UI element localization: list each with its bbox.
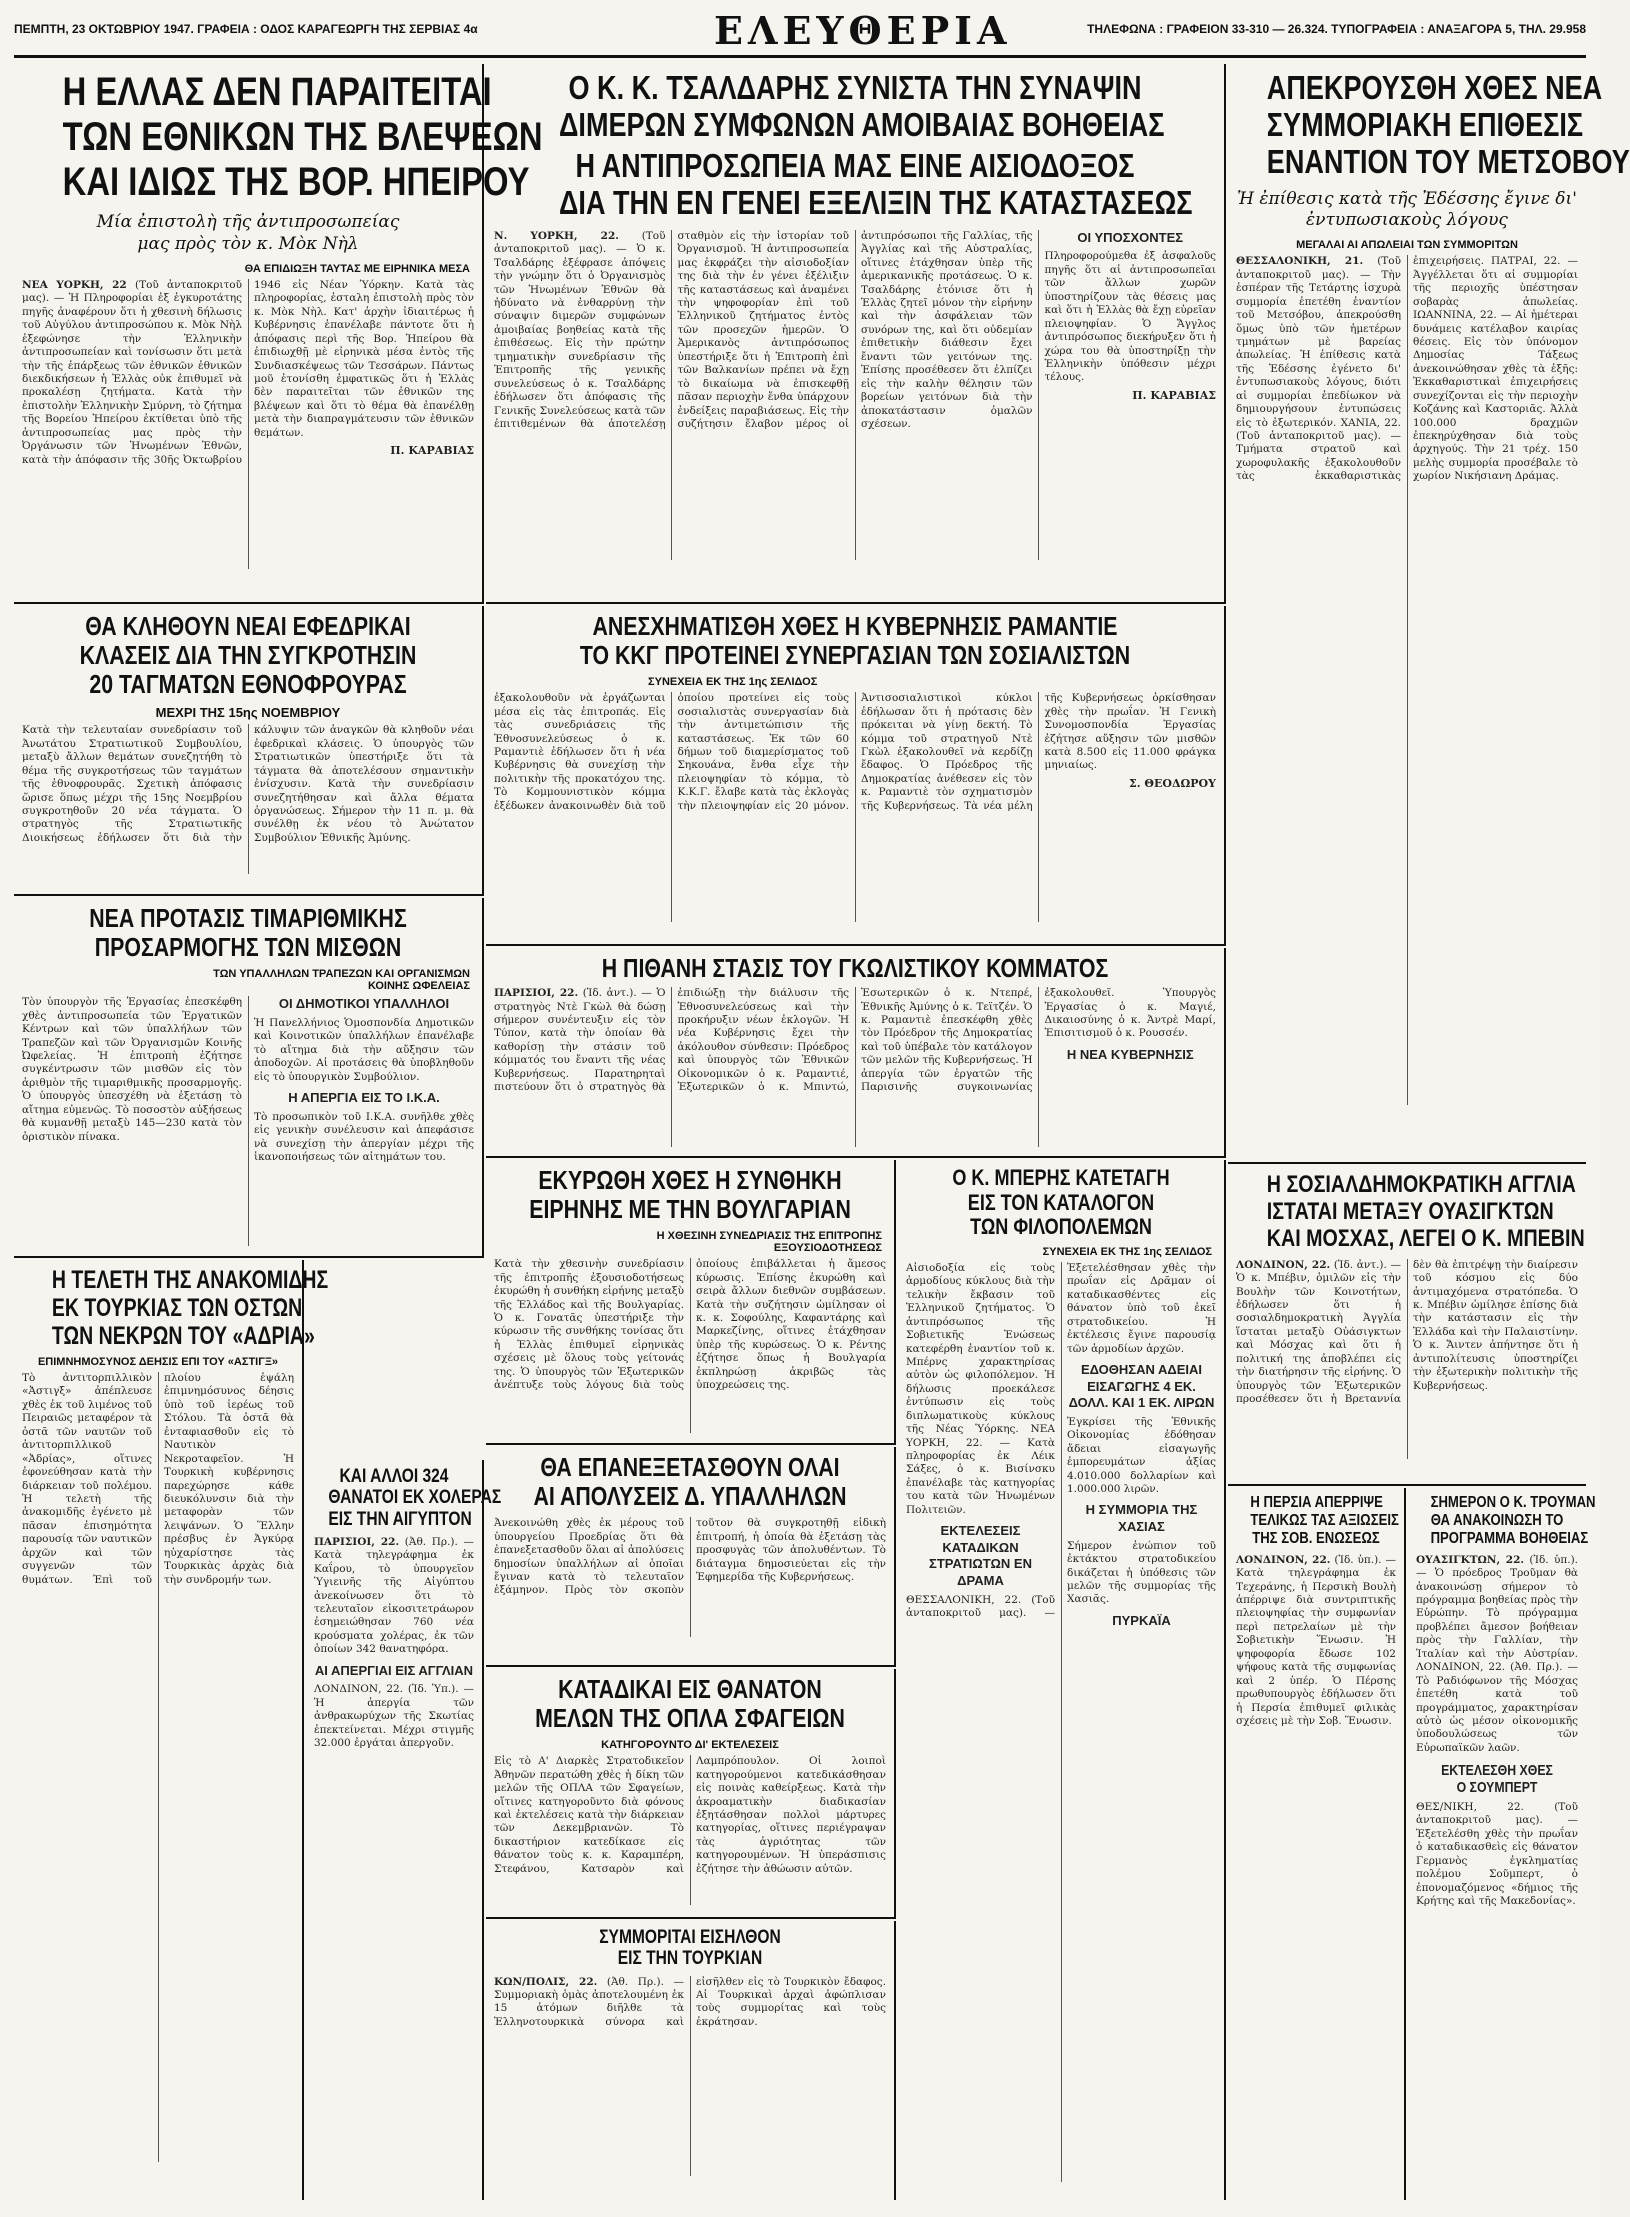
article-body: Κατὰ τὴν χθεσινὴν συνεδρίασιν τῆς ἐπιτροπῆς ἐξουσιοδοτήσεως ἐκυρώθη ἡ συνθήκη εἰρήνης μεταξὺ τῆς Ἑλλάδος καὶ τῆς Βουλγαρίας. Ὁ κ. Γονατᾶς ὑπεστήριξε τὴν κύρωσιν τῆς συνθήκης τονίσας ὅτι ἡ Ἑλλὰς ἐπιθυμεῖ εἰρηνικὰς σχέσεις μὲ ὅλους τοὺς γείτονάς της. Ὁ ὑπουργὸς τῶν Ἐξωτερικῶν ἀνέπτυξε τοὺς λόγους διὰ τοὺς ὁποίους ἐπιβάλλεται ἡ ἄμεσος κύρωσις. Ἐπίσης ἐκυρώθη καὶ σειρὰ ἄλλων διεθνῶν συμβάσεων. Κατὰ τὴν συζήτησιν ὡμίλησαν οἱ κ. κ. Σοφούλης, Καφαντάρης καὶ Μαρκεζίνης, οἵτινες ἐτάχθησαν ὑπὲρ τῆς κυρώσεως. Ὁ κ. Ρέντης ἐζήτησε ὅπως ἡ Βουλγαρία ἐκπληρώσῃ ἀκριβῶς τὰς ὑποχρεώσεις της. [494,1258,886,1392]
article-dateline: ΚΩΝ/ΠΟΛΙΣ, 22. [494,1975,598,1988]
article-cholera-egypt [306,1460,502,2200]
article-body: ΝΕΑ ΥΟΡΚΗ, 22 (Τοῦ ἀνταποκριτοῦ μας). — Ἡ Πληροφορίαι ἐξ ἐγκυροτάτης πηγῆς ἀναφέρουν ὅτι ἡ χθεσινὴ δήλωσις τοῦ Αὐγύλου ἀντιπροσώπου κ. Μὸκ Νὴλ ἐξεφώνησε τὴν Ἑλληνικὴν ἀντιπροσωπείαν καὶ τονίσωσιν ὅτι μετὰ τὴν τῆς ἐπάρξεως τῶν ἐθνικῶν ἐθνικῶν διεκδικήσεων ἡ Ἑλλὰς οὐκ ἐπιθυμεῖ νὰ προκαλέσῃ ζητήματα. Κατὰ τὴν ἐπιστολὴν Ἑλληνικὴν Σμύρνη, τὸ ζήτημα τῆς Βορείου Ἠπείρου ἐκτίθεται ὑπὸ τῆς ἀντιπροσωπείας μας πρὸς τὴν Ὀργάνωσιν τῶν Ἡνωμένων Ἐθνῶν, κατὰ τὴν ἀπόφασιν τῆς 30ῆς Ὀκτωβρίου 1946 εἰς Νέαν Ὑόρκην. Κατὰ τὰς πληροφορίας, ἐσταλη ἐπιστολὴ πρὸς τὸν κ. Μὸκ Νὴλ. Κατ' ἀρχὴν ἰδιαιτέρως ἡ Κυβέρνησις ἐπανέλαβε πάντοτε ὅτι ἡ ἀπόφασις περὶ τῆς Βορ. Ἠπείρου θὰ ἐπιδιωχθῇ μὲ εἰρηνικὰ μέσα ἐντὸς τῆς Συνδιασκέψεως τῶν Τεσσάρων. Πάντως μοῦ ἐτονίσθη ἐμφατικῶς ὅτι ἡ Ἑλλὰς δὲν παραιτεῖται τῶν ἐθνικῶν της βλέψεων καὶ ὅτι τὸ θέμα θὰ ἐπανέλθῃ μετὰ τὴν διαπραγμάτευσιν τῶν ἐθνικῶν θεμάτων. Π. ΚΑΡΑΒΙΑΣ [22,278,474,466]
masthead-date-address: ΠΕΜΠΤΗ, 23 ΟΚΤΩΒΡΙΟΥ 1947. ΓΡΑΦΕΙΑ : ΟΔΟΣ ΚΑΡΑΓΕΩΡΓΗ ΤΗΣ ΣΕΡΒΙΑΣ 4α [14,22,478,36]
section-label: ΟΙ ΔΗΜΟΤΙΚΟΙ ΥΠΑΛΛΗΛΟΙ [278,996,450,1012]
article-headline: Ο Κ. Κ. ΤΣΑΛΔΑΡΗΣ ΣΥΝΙΣΤΑ ΤΗΝ ΣΥΝΑΨΙΝ ΔΙΜΕΡΩΝ ΣΥΜΦΩΝΩΝ ΑΜΟΙΒΑΙΑΣ ΒΟΗΘΕΙΑΣ [558,69,1165,143]
article-kicker: Η ΧΘΕΣΙΝΗ ΣΥΝΕΔΡΙΑΣΙΣ ΤΗΣ ΕΠΙΤΡΟΠΗΣ ΕΞΟΥΣΙΟΔΟΤΗΣΕΩΣ [656,1230,882,1255]
section-headline: ΕΚΤΕΛΕΣΘΗ ΧΘΕΣ Ο ΣΟΥΜΠΕΡΤ [1441,1762,1553,1797]
article-body: Τὸν ὑπουργὸν τῆς Ἐργασίας ἐπεσκέφθη χθὲς ἀντιπροσωπεία τῶν Ἐργατικῶν Κέντρων καὶ τῶν ὑπαλλήλων τῶν Τραπεζῶν καὶ τῶν Ὀργανισμῶν Κοινῆς Ὠφελείας. Ἡ ἐπιτροπὴ ἐζήτησε συγκέντρωσιν τῶν μισθῶν εἰς τὸν ἀριθμὸν τῆς τιμαριθμικῆς προσαρμογῆς. Ὁ ὑπουργὸς ὑπεσχέθη νὰ ἐξετάσῃ τὸ αἴτημα εὐμενῶς. Τὸ ποσοστὸν αὐξήσεως θὰ κυμανθῇ μεταξὺ 145—230 κατὰ τὸν ὁριστικὸν πίνακα. ΟΙ ΔΗΜΟΤΙΚΟΙ ΥΠΑΛΛΗΛΟΙ Ἡ Πανελλήνιος Ὁμοσπονδία Δημοτικῶν καὶ Κοινοτικῶν ὑπαλλήλων ἐπανέλαβε τὸ αἴτημα διὰ τὴν αὔξησιν τῶν ἀποδοχῶν. Αἱ προτάσεις θὰ ὑποβληθοῦν εἰς τὸ ὑπουργικὸν Συμβούλιον. Η ΑΠΕΡΓΙΑ ΕΙΣ ΤΟ Ι.Κ.Α. Τὸ προσωπικὸν τοῦ Ι.Κ.Α. συνῆλθε χθὲς εἰς γενικὴν συνέλευσιν καὶ ἀπεφάσισε νὰ συνεχίσῃ τὴν ἀπεργίαν μέχρι τῆς ἱκανοποιήσεως τῶν αἰτημάτων του. [22,996,474,1163]
article-tsaldaris [486,64,1226,604]
article-kicker: ΣΥΝΕΧΕΙΑ ΕΚ ΤΗΣ 1ης ΣΕΛΙΔΟΣ [648,676,818,689]
article-headline: Η ΤΕΛΕΤΗ ΤΗΣ ΑΝΑΚΟΜΙΔΗΣ ΕΚ ΤΟΥΡΚΙΑΣ ΤΩΝ ΟΣΤΩΝ ΤΩΝ ΝΕΚΡΩΝ ΤΟΥ «ΑΔΡΙΑ» [51,1266,329,1350]
article-headline: Η ΠΙΘΑΝΗ ΣΤΑΣΙΣ ΤΟΥ ΓΚΩΛΙΣΤΙΚΟΥ ΚΟΜΜΑΤΟΣ [601,953,1109,983]
article-bandits-turkey [486,1921,896,2200]
article-body: ΚΩΝ/ΠΟΛΙΣ, 22. (Ἀθ. Πρ.). — Συμμοριακὴ ὁμὰς ἀποτελουμένη ἐκ 15 ἀτόμων διῆλθε τὰ Ἑλληνοτουρκικὰ σύνορα καὶ εἰσῆλθεν εἰς τὸ Τουρκικὸν ἔδαφος. Αἱ Τουρκικαὶ ἀρχαὶ ἀφώπλισαν τοὺς συμμορίτας καὶ τοὺς ἐκράτησαν. [494,1975,886,2028]
article-dateline: ΝΕΑ ΥΟΡΚΗ, 22 [22,278,127,291]
article-body: ΟΥΑΣΙΓΚΤΩΝ, 22. (Ἰδ. ὑπ.). — Ὁ πρόεδρος Τροῦμαν θὰ ἀνακοινώσῃ σήμερον τὸ πρόγραμμα βοηθείας πρὸς τὴν Εὐρώπην. Τὸ πρόγραμμα προβλέπει ἄμεσον βοήθειαν πρὸς τὴν Γαλλίαν, τὴν Ἰταλίαν καὶ τὴν Αὐστρίαν. ΛΟΝΔΙΝΟΝ, 22. (Ἀθ. Πρ.). — Τὸ Ραδιόφωνον τῆς Μόσχας ἐπετέθη κατὰ τοῦ προγράμματος, χαρακτηρίσαν αὐτὸ ὡς μέσον οἰκονομικῆς ὑποδουλώσεως τῶν Εὐρωπαϊκῶν λαῶν. ΕΚΤΕΛΕΣΘΗ ΧΘΕΣ Ο ΣΟΥΜΠΕΡΤ ΘΕΣ/ΝΙΚΗ, 22. (Τοῦ ἀνταποκριτοῦ μας). — Ἐξετελέσθη χθὲς τὴν πρωΐαν ὁ καταδικασθεὶς εἰς θάνατον Γερμανὸς ἐγκληματίας πολέμου Σοῦμπερτ, ὁ ἐπονομαζόμενος «δήμιος τῆς Κρήτης καὶ τῆς Μακεδονίας». [1416,1553,1579,1907]
article-headline: ΝΕΑ ΠΡΟΤΑΣΙΣ ΤΙΜΑΡΙΘΜΙΚΗΣ ΠΡΟΣΑΡΜΟΓΗΣ ΤΩΝ ΜΙΣΘΩΝ [89,903,407,963]
masthead [14,8,1586,58]
article-headline: ΘΑ ΚΛΗΘΟΥΝ ΝΕΑΙ ΕΦΕΔΡΙΚΑΙ ΚΛΑΣΕΙΣ ΔΙΑ ΤΗΝ ΣΥΓΚΡΟΤΗΣΙΝ 20 ΤΑΓΜΑΤΩΝ ΕΘΝΟΦΡΟΥΡΑΣ [79,611,417,700]
article-kicker: ΜΕΓΑΛΑΙ ΑΙ ΑΠΩΛΕΙΑΙ ΤΩΝ ΣΥΜΜΟΡΙΤΩΝ [1296,239,1518,252]
article-headline: Η ΣΟΣΙΑΛΔΗΜΟΚΡΑΤΙΚΗ ΑΓΓΛΙΑ ΙΣΤΑΤΑΙ ΜΕΤΑΞΥ ΟΥΑΣΙΓΚΤΩΝ ΚΑΙ ΜΟΣΧΑΣ, ΛΕΓΕΙ Ο Κ. ΜΠΕΒΙΝ [1266,1171,1585,1252]
article-headline: ΚΑΤΑΔΙΚΑΙ ΕΙΣ ΘΑΝΑΤΟΝ ΜΕΛΩΝ ΤΗΣ ΟΠΛΑ ΣΦΑΓΕΙΩΝ [535,1674,845,1734]
article-dateline: ΛΟΝΔΙΝΟΝ, 22. [1236,1553,1331,1566]
article-subhead: Μία ἐπιστολὴ τῆς ἀντιπροσωπείας μας πρὸς τὸν κ. Μὸκ Νὴλ [96,212,400,254]
article-dateline: ΛΟΝΔΙΝΟΝ, 22. [1236,1258,1331,1271]
article-signature: Π. ΚΑΡΑΒΙΑΣ [1132,388,1216,402]
article-ramadier-government [486,606,1226,946]
article-bevin-statement [1228,1166,1586,1486]
masthead-phones: ΤΗΛΕΦΩΝΑ : ΓΡΑΦΕΙΟΝ 33-310 — 26.324. ΤΥΠΟΓΡΑΦΕΙΑ : ΑΝΑΞΑΓΟΡΑ 5, ΤΗΛ. 29.958 [1087,22,1586,36]
article-headline: ΑΠΕΚΡΟΥΣΘΗ ΧΘΕΣ ΝΕΑ ΣΥΜΜΟΡΙΑΚΗ ΕΠΙΘΕΣΙΣ ΕΝΑΝΤΙΟΝ ΤΟΥ ΜΕΤΣΟΒΟΥ [1266,69,1630,180]
article-kicker: ΕΠΙΜΝΗΜΟΣΥΝΟΣ ΔΕΗΣΙΣ ΕΠΙ ΤΟΥ «ΑΣΤΙΓΞ» [37,1356,279,1368]
article-dateline: ΠΑΡΙΣΙΟΙ, 22. [314,1535,400,1548]
article-adrias-remains [14,1260,329,2200]
section-label: Η ΝΕΑ ΚΥΒΕΡΝΗΣΙΣ [1066,1046,1194,1062]
article-body: Τὸ ἀντιτορπιλλικὸν «Ἀστιγξ» ἀπέπλευσε χθὲς ἐκ τοῦ λιμένος τοῦ Πειραιῶς μεταφέρον τὰ ὀστᾶ τῶν ναυτῶν τοῦ ἀντιτορπιλλικοῦ «Ἀδρίας», οἵτινες ἐφονεύθησαν κατὰ τὴν διάρκειαν τοῦ πολέμου. Ἡ τελετὴ τῆς ἀνακομιδῆς ἐγένετο μὲ πᾶσαν ἐπισημότητα παρουσίᾳ τῶν ναυτικῶν ἀρχῶν καὶ τῶν συγγενῶν τῶν θυμάτων. Ἐπὶ τοῦ πλοίου ἐψάλη ἐπιμνημόσυνος δέησις ὑπὸ τοῦ ἱερέως τοῦ Στόλου. Τὰ ὀστᾶ θὰ ἐνταφιασθοῦν εἰς τὸ Ναυτικὸν Νεκροταφεῖον. Ἡ Τουρκικὴ κυβέρνησις παρεχώρησε κάθε διευκόλυνσιν διὰ τὴν μεταφορὰν τῶν λειψάνων. Ὁ Ἕλλην πρέσβυς ἐν Ἀγκύρᾳ ηὐχαρίστησε τὰς Τουρκικὰς ἀρχὰς διὰ τὴν συνδρομήν των. [22,1372,294,1586]
article-body: ΘΕΣΣΑΛΟΝΙΚΗ, 21. (Τοῦ ἀνταποκριτοῦ μας). — Τὴν ἑσπέραν τῆς Τετάρτης ἰσχυρὰ συμμορία ἐπετέθη ἐναντίον τοῦ Μετσόβου, ἀπεκρούσθη ὅμως ὑπὸ τῶν ἡμετέρων τμημάτων μὲ βαρείας ἀπωλείας. Ἡ ἐπίθεσις κατὰ τῆς Ἐδέσσης ἐγένετο δι' ἐντυπωσιακοὺς λόγους, διότι αἱ συμμορίαι ἐπεδίωκον νὰ δημιουργήσουν ἐντυπώσεις εἰς τὸ ἐξωτερικόν. ΧΑΝΙΑ, 22. (Τοῦ ἀνταποκριτοῦ μας). — Τμήματα στρατοῦ καὶ χωροφυλακῆς ἐξακολουθοῦν τὰς ἐκκαθαριστικὰς ἐπιχειρήσεις. ΠΑΤΡΑΙ, 22. — Ἀγγέλλεται ὅτι αἱ συμμορίαι τῆς περιοχῆς ὑπέστησαν σοβαρὰς ἀπωλείας. ΙΩΑΝΝΙΝΑ, 22. — Αἱ ἡμέτεραι δυνάμεις κατέλαβον καιρίας θέσεις. Εἰς τὸν ὑπόνομον Δημοσίας Τάξεως ἀνεκοινώθησαν χθὲς τὰ ἑξῆς: Ἐκκαθαριστικαὶ ἐπιχειρήσεις συνεχίζονται εἰς τὴν περιοχὴν Κοζάνης καὶ Καστοριᾶς. Ἀλλὰ 100.000 δραχμῶν ἐπεκηρύχθησαν διὰ τοὺς ἀρχηγούς. Τὴν 21 τρέχ. 150 μελὴς συμμορία προσέβαλε τὸ χωρίον Νικήσιανη Δράμας. [1236,255,1578,483]
section-label: ΕΔΟΘΗΣΑΝ ΑΔΕΙΑΙ ΕΙΣΑΓΩΓΗΣ 4 ΕΚ. ΔΟΛΛ. ΚΑΙ 1 ΕΚ. ΛΙΡΩΝ [1068,1361,1215,1411]
section-label: ΟΙ ΥΠΟΣΧΟΝΤΕΣ [1077,229,1184,245]
article-headline: ΣΗΜΕΡΟΝ Ο Κ. ΤΡΟΥΜΑΝ ΘΑ ΑΝΑΚΟΙΝΩΣΗ ΤΟ ΠΡΟΓΡΑΜΜΑ ΒΟΗΘΕΙΑΣ [1430,1494,1596,1547]
article-kicker: ΣΥΝΕΧΕΙΑ ΕΚ ΤΗΣ 1ης ΣΕΛΙΔΟΣ [1042,1245,1212,1258]
article-body: Ἀνεκοινώθη χθὲς ἐκ μέρους τοῦ ὑπουργείου Προεδρίας ὅτι θὰ ἐπανεξετασθοῦν ὅλαι αἱ ἀπολύσεις δημοσίων ὑπαλλήλων αἱ ὁποῖαι ἔγιναν κατὰ τὸ τελευταῖον ἑξάμηνον. Πρὸς τὸν σκοπὸν τοῦτον θὰ συγκροτηθῇ εἰδικὴ ἐπιτροπή, ἡ ὁποία θὰ ἐξετάσῃ τὰς προσφυγὰς τῶν ἀπολυθέντων. Τὸ διάταγμα δημοσιεύεται εἰς τὴν Ἐφημερίδα τῆς Κυβερνήσεως. [494,1517,886,1597]
article-headline: ΣΥΜΜΟΡΙΤΑΙ ΕΙΣΗΛΘΟΝ ΕΙΣ ΤΗΝ ΤΟΥΡΚΙΑΝ [599,1927,781,1970]
article-body: Ν. ΥΟΡΚΗ, 22. (Τοῦ ἀνταποκριτοῦ μας). — Ὁ κ. Τσαλδάρης ἐξέφρασε ἀπόψεις τὴν γνώμην ὅτι ὁ Ὀργανισμὸς τῶν Ἡνωμένων Ἐθνῶν θὰ ἠδύνατο νὰ ἐνθαρρύνῃ τὴν σύναψιν διμερῶν συμφώνων ἀμοιβαίας βοηθείας κατὰ τῆς ἐπιθέσεως. Εἰς τὴν πρώτην τμηματικὴν συνεδρίασιν τῆς Ἐπιτροπῆς τῆς γενικῆς συνελεύσεως ὁ κ. Τσαλδάρης ἐδήλωσεν ὅτι ἀπόφασις τῆς Γενικῆς Συνελεύσεως κατὰ τῶν ἐπιτιθεμένων θὰ ἀποτελέσῃ σταθμὸν εἰς τὴν ἱστορίαν τοῦ Ὀργανισμοῦ. Ἡ ἀντιπροσωπεία μας ἐκφράζει τὴν αἰσιοδοξίαν της διὰ τὴν ἐν γένει ἐξέλιξιν τῆς καταστάσεως καὶ ἀναμένει τὴν ψηφοφορίαν ἐπὶ τοῦ Ἑλληνικοῦ ζητήματος ἐντὸς τῶν προσεχῶν ἡμερῶν. Ὁ Ἀμερικανὸς ἀντιπρόσωπος ὑπεστήριξε ὅτι ἡ Ἐπιτροπὴ ἐπὶ τῶν Βαλκανίων πρέπει νὰ ἔχῃ τὸ δικαίωμα νὰ ἐπισκεφθῇ πᾶσαν περιοχὴν ἔνθα ὑπάρχουν ἐνδείξεις παραβιάσεως. Εἰς τὴν συζήτησιν ἔλαβον μέρος οἱ ἀντιπρόσωποι τῆς Γαλλίας, τῆς Ἀγγλίας καὶ τῆς Αὐστραλίας, οἵτινες ἐτάχθησαν ὑπὲρ τῆς ἀμερικανικῆς προτάσεως. Ὁ κ. Τσαλδάρης ἐτόνισε ὅτι ἡ Ἑλλὰς ζητεῖ μόνον τὴν εἰρήνην καὶ τὴν ἀσφάλειαν τῶν συνόρων της, καὶ ὅτι οὐδεμίαν ἐπιθετικὴν διάθεσιν ἔχει ἔναντι τῶν γειτόνων της. Ἐπίσης προσέθεσεν ὅτι ἐλπίζει εἰς τὴν καλὴν θέλησιν τῶν βορείων γειτόνων διὰ τὴν ἀποκατάστασιν ὁμαλῶν σχέσεων. ΟΙ ΥΠΟΣΧΟΝΤΕΣ Πληροφορούμεθα ἐξ ἀσφαλοῦς πηγῆς ὅτι αἱ ἀντιπροσωπεῖαι τῶν ἄλλων χωρῶν ὑποστηρίζουν τὰς θέσεις μας καὶ ὅτι ἡ Ἑλλὰς θὰ ἔχῃ εὐρεῖαν πλειοψηφίαν. Ὁ Ἄγγλος ἀντιπρόσωπος διεκήρυξεν ὅτι ἡ χώρα του θὰ ὑποστηρίξῃ τὴν Ἑλληνικὴν ὑπόθεσιν μέχρι τέλους. Π. ΚΑΡΑΒΙΑΣ [494,229,1216,430]
article-truman-program [1408,1488,1596,2200]
article-opla-death-sentences [486,1669,896,1919]
article-body: Κατὰ τὴν τελευταίαν συνεδρίασιν τοῦ Ἀνωτάτου Στρατιωτικοῦ Συμβουλίου, μεταξὺ ἄλλων θεμάτων συνεζητήθη τὸ θέμα τῆς συγκροτήσεως τῶν ταγμάτων τῆς ἐθνοφρουρᾶς. Σχετικὴ ἀπόφασις ὥρισε ὅπως μέχρι τῆς 15ης Νοεμβρίου συγκροτηθοῦν 20 νέα τάγματα. Ὁ στρατηγὸς τῆς Στρατιωτικῆς Διοικήσεως ἐδήλωσεν ὅτι διὰ τὴν κάλυψιν τῶν ἀναγκῶν θὰ κληθοῦν νέαι ἐφεδρικαὶ κλάσεις. Ὁ ὑπουργὸς τῶν Στρατιωτικῶν ὑπεστήριξε ὅτι τὰ τάγματα θὰ ἀποτελέσουν σημαντικὴν ἐνίσχυσιν. Κατὰ τὴν συνεδρίασιν συνεζητήθησαν καὶ ἄλλα θέματα ὀργανώσεως. Σήμερον τὴν 11 π. μ. θὰ συνέλθῃ ἐκ νέου τὸ Ἀνώτατον Συμβούλιον Ἐθνικῆς Ἀμύνης. [22,724,474,844]
article-greece-northern-epirus [14,64,543,604]
article-bulgaria-treaty [486,1160,896,1445]
article-second-headline: Η ΑΝΤΙΠΡΟΣΩΠΕΙΑ ΜΑΣ ΕΙΝΕ ΑΙΣΙΟΔΟΞΟΣ ΔΙΑ ΤΗΝ ΕΝ ΓΕΝΕΙ ΕΞΕΛΙΞΙΝ ΤΗΣ ΚΑΤΑΣΤΑΣΕΩΣ [558,146,1193,221]
article-dateline: ΠΑΡΙΣΙΟΙ, 22. [494,987,579,1000]
article-headline: ΑΝΕΣΧΗΜΑΤΙΣΘΗ ΧΘΕΣ Η ΚΥΒΕΡΝΗΣΙΣ ΡΑΜΑΝΤΙΕ ΤΟ ΚΚΓ ΠΡΟΤΕΙΝΕΙ ΣΥΝΕΡΓΑΣΙΑΝ ΤΩΝ ΣΟΣΙΑΛΙΣΤΩΝ [579,611,1131,671]
article-byrnes-warmongers [898,1160,1226,2200]
article-body: Εἰς τὸ Α' Διαρκὲς Στρατοδικεῖον Ἀθηνῶν περατώθη χθὲς ἡ δίκη τῶν μελῶν τῆς ΟΠΛΑ τῶν Σφαγείων, οἵτινες κατηγοροῦντο διὰ φόνους καὶ ἐκτελέσεις κατὰ τὴν διάρκειαν τῶν Δεκεμβριανῶν. Τὸ δικαστήριον κατεδίκασε εἰς θάνατον τοὺς κ. κ. Καραμπέρη, Στεφάνου, Κατσαρὸν καὶ Λαμπρόπουλον. Οἱ λοιποὶ κατηγορούμενοι κατεδικάσθησαν εἰς ποινὰς καθείρξεως. Κατὰ τὴν ἀκροαματικὴν διαδικασίαν ἐξητάσθησαν πολλοὶ μάρτυρες κατηγορίας, οἵτινες περιέγραψαν τὰς ἀγριότητας τῶν κατηγορουμένων. Ἡ ὑπεράσπισις ἐζήτησε τὴν ἀθώωσιν αὐτῶν. [494,1755,886,1875]
article-gaullist-party [486,948,1226,1158]
article-kicker: ΜΕΧΡΙ ΤΗΣ 15ης ΝΟΕΜΒΡΙΟΥ [155,705,341,721]
article-headline: ΚΑΙ ΑΛΛΟΙ 324 ΘΑΝΑΤΟΙ ΕΚ ΧΟΛΕΡΑΣ ΕΙΣ ΤΗΝ ΑΙΓΥΠΤΟΝ [328,1466,502,1530]
article-kicker: ΤΩΝ ΥΠΑΛΛΗΛΩΝ ΤΡΑΠΕΖΩΝ ΚΑΙ ΟΡΓΑΝΙΣΜΩΝ ΚΟΙΝΗΣ ΩΦΕΛΕΙΑΣ [213,968,470,993]
article-body: ΛΟΝΔΙΝΟΝ, 22. (Ἰδ. ὑπ.). — Κατὰ τηλεγράφημα ἐκ Τεχεράνης, ἡ Περσικὴ Βουλὴ ἀπέρριψε διὰ συντριπτικῆς πλειοψηφίας τὴν συμφωνίαν περὶ πετρελαίων μὲ τὴν Σοβιετικὴν Ἕνωσιν. Ἡ ψηφοφορία ἔδωσε 102 ψήφους κατὰ τῆς συμφωνίας καὶ 2 ὑπέρ. Ὁ Πέρσης πρωθυπουργὸς ἐδήλωσεν ὅτι ἡ Περσία ἐπιθυμεῖ φιλικὰς σχέσεις μὲ τὴν Σοβ. Ἕνωσιν. [1236,1553,1396,1727]
article-metsovo-attack [1228,64,1630,1164]
article-dateline: ΟΥΑΣΙΓΚΤΩΝ, 22. [1416,1553,1525,1566]
article-civil-servants-dismissals [486,1447,896,1667]
article-headline: ΕΚΥΡΩΘΗ ΧΘΕΣ Η ΣΥΝΘΗΚΗ ΕΙΡΗΝΗΣ ΜΕ ΤΗΝ ΒΟΥΛΓΑΡΙΑΝ [529,1165,851,1225]
newspaper-title: ΕΛΕΥΘΕΡΙΑ [714,8,1012,53]
article-dateline: Ν. ΥΟΡΚΗ, 22. [494,229,619,242]
article-kicker: ΚΑΤΗΓΟΡΟΥΝΤΟ ΔΙ' ΕΚΤΕΛΕΣΕΙΣ [601,1739,779,1752]
section-label: ΑΙ ΑΠΕΡΓΙΑΙ ΕΙΣ ΑΓΓΛΙΑΝ [314,1662,474,1678]
article-headline: ΘΑ ΕΠΑΝΕΞΕΤΑΣΘΟΥΝ ΟΛΑΙ ΑΙ ΑΠΟΛΥΣΕΙΣ Δ. ΥΠΑΛΛΗΛΩΝ [533,1452,847,1512]
section-label: ΠΥΡΚΑΪΑ [1112,1612,1171,1628]
article-headline: Η ΠΕΡΣΙΑ ΑΠΕΡΡΙΨΕ ΤΕΛΙΚΩΣ ΤΑΣ ΑΞΙΩΣΕΙΣ ΤΗΣ ΣΟΒ. ΕΝΩΣΕΩΣ [1250,1494,1399,1547]
article-body: ΠΑΡΙΣΙΟΙ, 22. (Ἰδ. ἀντ.). — Ὁ στρατηγὸς Ντὲ Γκὼλ θὰ δώσῃ σήμερον συνέντευξιν εἰς τὸν Τύπον, κατὰ τὴν ὁποίαν θὰ καθορίσῃ τὴν στάσιν τοῦ κόμματός του ἔναντι τῆς νέας Κυβερνήσεως. Παρατηρηταὶ πιστεύουν ὅτι ὁ στρατηγὸς θὰ ἐπιδιώξῃ τὴν διάλυσιν τῆς Ἐθνοσυνελεύσεως καὶ τὴν προκήρυξιν νέων ἐκλογῶν. Ἡ νέα Κυβέρνησις ἔχει τὴν ἀκόλουθον σύνθεσιν: Πρόεδρος καὶ ὑπουργὸς τῶν Ἐθνικῶν Οἰκονομικῶν ὁ κ. Ραμαντιέ, Ἐξωτερικῶν ὁ κ. Μπιντώ, Ἐσωτερικῶν ὁ κ. Ντεπρέ, Ἐθνικῆς Ἀμύνης ὁ κ. Τεϊτζέν. Ὁ κ. Ραμαντιὲ ἐπεσκέφθη χθὲς τὸν Πρόεδρον τῆς Δημοκρατίας καὶ τοῦ ὑπέβαλε τὸν κατάλογον τῶν μελῶν τῆς Κυβερνήσεως. Ἡ ἀπεργία τῶν ἐργατῶν τῆς Παρισινῆς συγκοινωνίας ἐξακολουθεῖ. Ὑπουργὸς Ἐργασίας ὁ κ. Μαγιέ, Δικαιοσύνης ὁ κ. Ἀντρὲ Μαρί, Ἐπισιτισμοῦ ὁ κ. Ρουσσέν. Η ΝΕΑ ΚΥΒΕΡΝΗΣΙΣ [494,987,1216,1094]
article-body: ἐξακολουθοῦν νὰ ἐργάζωνται μέσα εἰς τὰς ἐπιτροπάς. Εἰς τὰς συνεδριάσεις τῆς Ἐθνοσυνελεύσεως ὁ κ. Ραμαντιὲ ἐδήλωσεν ὅτι ἡ νέα Κυβέρνησις θὰ συνεχίσῃ τὴν πολιτικὴν τῆς προκατόχου της. Τὸ Κομμουνιστικὸν κόμμα ἐξέδωκεν ἀνακοινωθὲν διὰ τοῦ ὁποίου προτείνει εἰς τοὺς σοσιαλιστὰς συνεργασίαν διὰ τὴν ἀντιμετώπισιν τῆς καταστάσεως. Ἐκ τῶν 60 δήμων τοῦ διαμερίσματος τοῦ Σηκουάνα, ἔνθα εἶχε τὴν πλειοψηφίαν τὸ κόμμα, τὸ Κ.Κ.Γ. ἔλαβε κατὰ τὰς ἐκλογὰς τὴν πλειοψηφίαν εἰς 20 μόνον. Ἀντισοσιαλιστικοὶ κύκλοι ἐδήλωσαν ὅτι ἡ πρότασις δὲν πρόκειται νὰ γίνῃ δεκτή. Τὸ κόμμα τοῦ στρατηγοῦ Ντὲ Γκὼλ ἐξακολουθεῖ νὰ κερδίζῃ ἔδαφος. Ὁ Πρόεδρος τῆς Δημοκρατίας ἀνέθεσεν εἰς τὸν κ. Ραμαντιὲ τὸν σχηματισμὸν τῆς Κυβερνήσεως. Τὰ νέα μέλη τῆς Κυβερνήσεως ὁρκίσθησαν χθὲς τὴν πρωΐαν. Ἡ Γενικὴ Συνομοσπονδία Ἐργασίας ἐζήτησε αὔξησιν τῶν μισθῶν κατὰ 8.500 εἰς 11.000 φράγκα μηνιαίως. Σ. ΘΕΟΔΩΡΟΥ [494,692,1216,812]
article-headline: Η ΕΛΛΑΣ ΔΕΝ ΠΑΡΑΙΤΕΙΤΑΙ ΤΩΝ ΕΘΝΙΚΩΝ ΤΗΣ ΒΛΕΨΕΩΝ ΚΑΙ ΙΔΙΩΣ ΤΗΣ ΒΟΡ. ΗΠΕΙΡΟΥ [62,70,543,204]
article-persia-rejects [1228,1488,1406,2200]
article-signature: Π. ΚΑΡΑΒΙΑΣ [390,444,474,458]
article-salary-adjustment [14,898,484,1258]
section-label: Η ΣΥΜΜΟΡΙΑ ΤΗΣ ΧΑΣΙΑΣ [1085,1502,1198,1535]
article-body: Αἰσιοδοξία εἰς τοὺς ἀρμοδίους κύκλους διὰ τὴν τελικὴν ἔκβασιν τοῦ Ἑλληνικοῦ ζητήματος. Ὁ ἀντιπρόσωπος τῆς Σοβιετικῆς Ἑνώσεως κατεφέρθη ἐναντίον τοῦ κ. Μπέρνς χαρακτηρίσας αὐτὸν ὡς φιλοπόλεμον. Ἡ δήλωσις προεκάλεσε ἐντύπωσιν εἰς τοὺς διπλωματικοὺς κύκλους τῆς Νέας Ὑόρκης. ΝΕΑ ΥΟΡΚΗ, 22. — Κατὰ πληροφορίας ἐκ Λέικ Σάξες, ὁ κ. Βισίνσκυ ἐπανέλαβε τὰς κατηγορίας του κατὰ τῶν Ἡνωμένων Πολιτειῶν. ΕΚΤΕΛΕΣΕΙΣ ΚΑΤΑΔΙΚΩΝ ΣΤΡΑΤΙΩΤΩΝ ΕΝ ΔΡΑΜΑ ΘΕΣΣΑΛΟΝΙΚΗ, 22. (Τοῦ ἀνταποκριτοῦ μας). — Ἐξετελέσθησαν χθὲς τὴν πρωΐαν εἰς Δρᾶμαν οἱ καταδικασθέντες εἰς θάνατον ὑπὸ τοῦ ἐκεῖ στρατοδικείου. Ἡ ἐκτέλεσις ἔγινε παρουσίᾳ τῶν ἀρμοδίων ἀρχῶν. ΕΔΟΘΗΣΑΝ ΑΔΕΙΑΙ ΕΙΣΑΓΩΓΗΣ 4 ΕΚ. ΔΟΛΛ. ΚΑΙ 1 ΕΚ. ΛΙΡΩΝ Ἐγκρίσει τῆς Ἐθνικῆς Οἰκονομίας ἐδόθησαν ἄδειαι εἰσαγωγῆς ἐμπορευμάτων ἀξίας 4.010.000 δολλαρίων καὶ 1.000.000 λιρῶν. Η ΣΥΜΜΟΡΙΑ ΤΗΣ ΧΑΣΙΑΣ Σήμερον ἐνώπιον τοῦ ἐκτάκτου στρατοδικείου δικάζεται ἡ ὑπόθεσις τῶν μελῶν τῆς συμμορίας τῆς Χασιᾶς. ΠΥΡΚΑΪΑ [906,1261,1216,1628]
section-label: Η ΑΠΕΡΓΙΑ ΕΙΣ ΤΟ Ι.Κ.Α. [288,1090,440,1106]
article-subhead: Ἡ ἐπίθεσις κατὰ τῆς Ἐδέσσης ἔγινε δι' ἐντυπωσιακοὺς λόγους [1237,188,1577,231]
article-headline: Ο Κ. ΜΠΕΡΗΣ ΚΑΤΕΤΑΓΗ ΕΙΣ ΤΟΝ ΚΑΤΑΛΟΓΟΝ ΤΩΝ ΦΙΛΟΠΟΛΕΜΩΝ [952,1165,1170,1240]
article-body: ΠΑΡΙΣΙΟΙ, 22. (Ἀθ. Πρ.). — Κατὰ τηλεγράφημα ἐκ Καΐρου, τὸ ὑπουργεῖον Ὑγιεινῆς τῆς Αἰγύπτου ἀνεκοίνωσεν ὅτι τὸ τελευταῖον εἰκοσιτετράωρον ἐσημειώθησαν 760 νέα κρούσματα χολέρας, ἐκ τῶν ὁποίων 342 θανατηφόρα. ΑΙ ΑΠΕΡΓΙΑΙ ΕΙΣ ΑΓΓΛΙΑΝ ΛΟΝΔΙΝΟΝ, 22. (Ἰδ. Ὑπ.). — Ἡ ἀπεργία τῶν ἀνθρακωρύχων τῆς Σκωτίας ἐπεκτείνεται. Μέχρι στιγμῆς 32.000 ἐργάται ἀπεργοῦν. [314,1535,474,1750]
article-dateline: ΘΕΣΣΑΛΟΝΙΚΗ, 21. [1236,255,1364,268]
article-signature: Σ. ΘΕΟΔΩΡΟΥ [1128,776,1216,790]
article-body: ΛΟΝΔΙΝΟΝ, 22. (Ἰδ. ἀντ.). — Ὁ κ. Μπέβιν, ὁμιλῶν εἰς τὴν Βουλὴν τῶν Κοινοτήτων, ἐδήλωσεν ὅτι ἡ σοσιαλδημοκρατικὴ Ἀγγλία ἵσταται μεταξὺ Οὐάσιγκτων καὶ Μόσχας καὶ ὅτι ἡ πολιτική της ἀποβλέπει εἰς τὴν διατήρησιν τῆς εἰρήνης. Ὁ ὑπουργὸς τῶν Ἐξωτερικῶν προσέθεσεν ὅτι ἡ Βρεταννία δὲν θὰ ἐπιτρέψῃ τὴν διαίρεσιν τοῦ κόσμου εἰς δύο ἀντιμαχόμενα στρατόπεδα. Ὁ κ. Μπέβιν ὡμίλησε ἐπίσης διὰ τὴν κατάστασιν εἰς τὴν Ἑλλάδα καὶ τὴν Παλαιστίνην. Ὁ κ. Ἄιντεν ἀπήντησε ὅτι ἡ ἀντιπολίτευσις ὑποστηρίζει τὴν ἐξωτερικὴν πολιτικὴν τῆς Κυβερνήσεως. [1236,1258,1578,1405]
article-reserve-classes [14,606,484,896]
article-kicker: ΘΑ ΕΠΙΔΙΩΞΗ ΤΑΥΤΑΣ ΜΕ ΕΙΡΗΝΙΚΑ ΜΕΣΑ [244,262,470,275]
section-label: ΕΚΤΕΛΕΣΕΙΣ ΚΑΤΑΔΙΚΩΝ ΣΤΡΑΤΙΩΤΩΝ ΕΝ ΔΡΑΜΑ [929,1523,1032,1589]
